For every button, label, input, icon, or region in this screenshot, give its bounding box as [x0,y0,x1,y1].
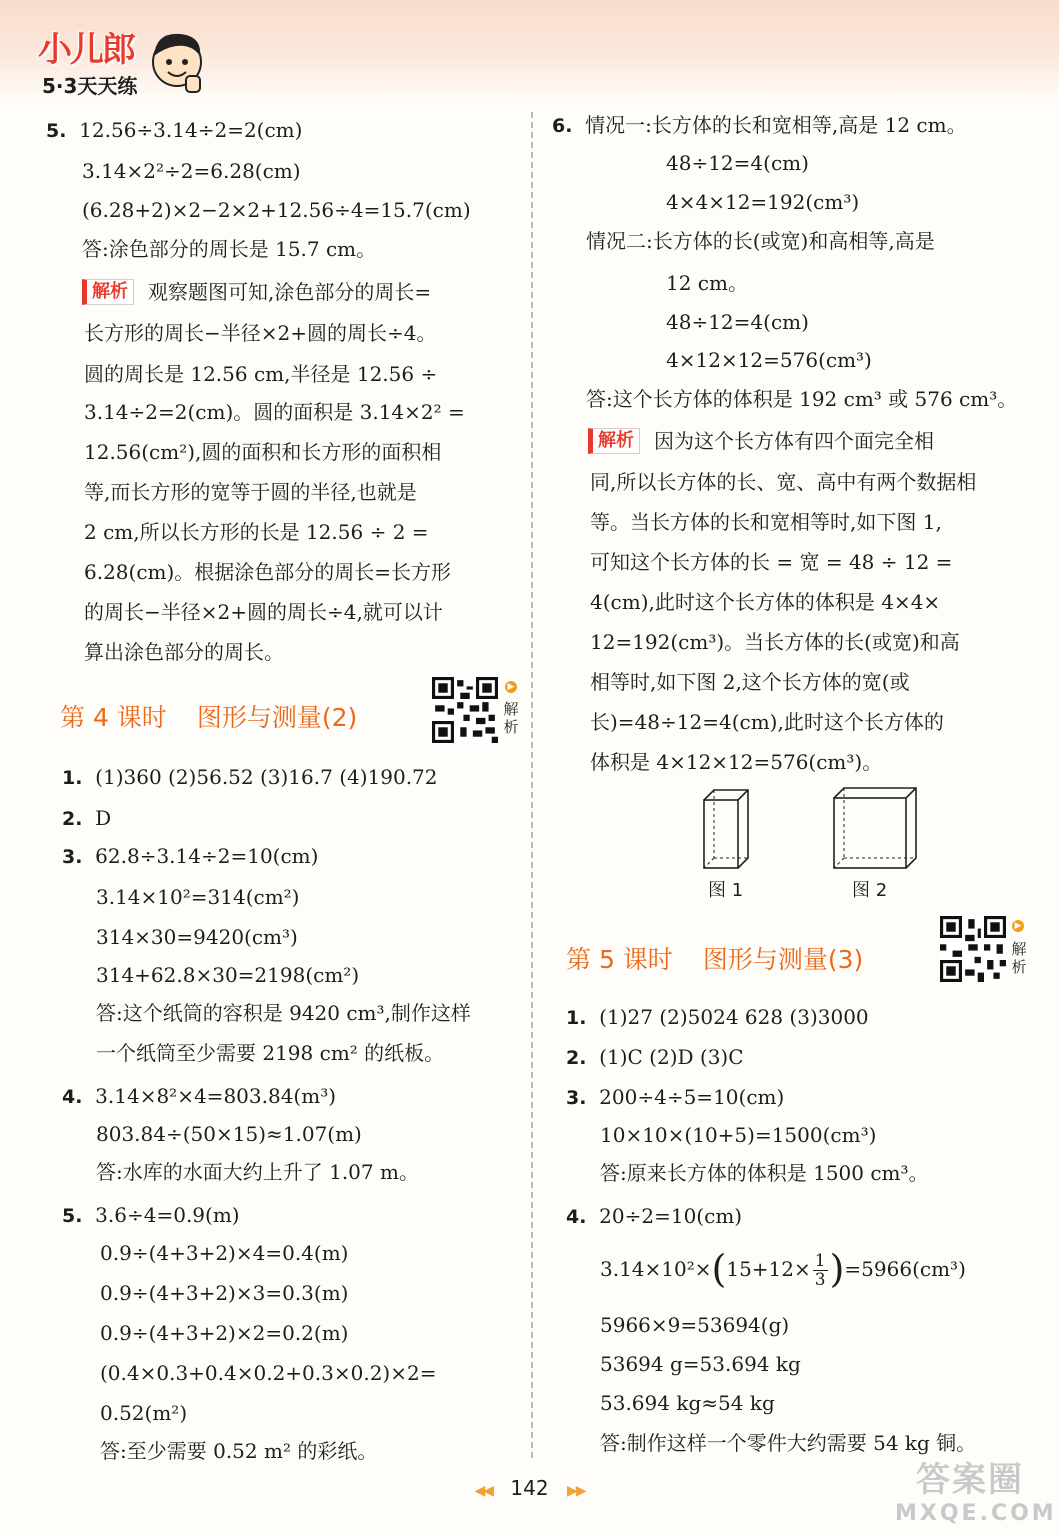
a3-line3: 314×30=9420(cm³) [96,925,298,949]
b4-line4: 53694 g=53.694 kg [600,1352,801,1376]
play-icon: ▶ [505,681,517,693]
a3-line1: 3. 62.8÷3.14÷2=10(cm) [62,844,319,868]
q6-line5: 12 cm。 [666,271,748,295]
q5-line1: 5. 12.56÷3.14÷2=2(cm) [46,118,303,142]
q6-analysis-line3: 等。当长方体的长和宽相等时,如下图 1, [590,510,942,534]
b3-line2: 10×10×(10+5)=1500(cm³) [600,1123,877,1147]
q6-analysis-line5: 4(cm),此时这个长方体的体积是 4×4× [590,590,941,614]
b4-line1: 4. 20÷2=10(cm) [566,1204,743,1228]
a3-answer2: 一个纸筒至少需要 2198 cm² 的纸板。 [96,1041,445,1065]
a4-line1: 4. 3.14×8²×4=803.84(m³) [62,1084,337,1108]
q6-analysis-line9: 体积是 4×12×12=576(cm³)。 [590,750,883,774]
b4-answer: 答:制作这样一个零件大约需要 54 kg 铜。 [600,1431,977,1455]
cuboid-figure-1 [702,788,750,870]
q6-line2: 48÷12=4(cm) [666,151,809,175]
a3-line2: 3.14×10²=314(cm²) [96,885,300,909]
cuboid-figure-2 [832,786,918,870]
a5-answer: 答:至少需要 0.52 m² 的彩纸。 [100,1439,378,1463]
b4-line5: 53.694 kg≈54 kg [600,1391,775,1415]
a2-line: 2. D [62,806,112,830]
a3-answer1: 答:这个纸筒的容积是 9420 cm³,制作这样 [96,1001,471,1025]
q6-answer: 答:这个长方体的体积是 192 cm³ 或 576 cm³。 [586,387,1018,411]
q5-analysis-line9: 的周长−半径×2+圆的周长÷4,就可以计 [84,600,443,624]
q5-line3: (6.28+2)×2−2×2+12.56÷4=15.7(cm) [82,198,471,222]
watermark: 答案圈 MXQE.COM [895,1460,1057,1526]
q6-analysis-line2: 同,所以长方体的长、宽、高中有两个数据相 [590,470,977,494]
q6-analysis-line8: 长)=48÷12=4(cm),此时这个长方体的 [590,710,944,734]
b4-line3: 5966×9=53694(g) [600,1313,790,1337]
qr-label: 解析 [1011,940,1027,976]
lesson4-heading: 第 4 课时 图形与测量(2) [60,703,358,732]
brand-logo [38,22,208,102]
b1-line: 1. (1)27 (2)5024 628 (3)3000 [566,1005,869,1029]
qr-label: 解析 [503,700,519,736]
logo-subtitle: 5·3天天练 [42,74,138,98]
mascot-icon [146,26,208,98]
b3-answer: 答:原来长方体的体积是 1500 cm³。 [600,1161,929,1185]
q5-answer: 答:涂色部分的周长是 15.7 cm。 [82,237,377,261]
lesson5-heading: 第 5 课时 图形与测量(3) [566,945,864,974]
figure-1-caption: 图 1 [708,880,744,901]
a5-line5: (0.4×0.3+0.4×0.2+0.3×0.2)×2= [100,1361,437,1385]
a5-line2: 0.9÷(4+3+2)×4=0.4(m) [100,1241,349,1265]
q5-analysis-line7: 2 cm,所以长方形的长是 12.56 ÷ 2 = [84,520,429,544]
q5-line2: 3.14×2²÷2=6.28(cm) [82,159,301,183]
a1-line: 1. (1)360 (2)56.52 (3)16.7 (4)190.72 [62,765,438,789]
q5-analysis-line1: 解析 观察题图可知,涂色部分的周长= [82,277,431,307]
a4-line2: 803.84÷(50×15)≈1.07(m) [96,1122,362,1146]
a5-line1: 5. 3.6÷4=0.9(m) [62,1203,240,1227]
q5-analysis-line2: 长方形的周长−半径×2+圆的周长÷4。 [84,321,437,345]
b3-line1: 3. 200÷4÷5=10(cm) [566,1085,785,1109]
q6-line1: 6. 情况一:长方体的长和宽相等,高是 12 cm。 [552,113,967,137]
figure-2-caption: 图 2 [852,880,888,901]
q6-line4: 情况二:长方体的长(或宽)和高相等,高是 [586,229,935,253]
prev-arrows-icon: ◀◀ [474,1483,493,1499]
q6-line6: 48÷12=4(cm) [666,310,809,334]
q5-analysis-line4: 3.14÷2=2(cm)。圆的面积是 3.14×2² = [84,400,465,424]
a4-answer: 答:水库的水面大约上升了 1.07 m。 [96,1160,419,1184]
column-divider [531,112,533,1458]
q6-analysis-line4: 可知这个长方体的长 = 宽 = 48 ÷ 12 = [590,550,953,574]
qr-code-icon[interactable] [432,677,498,743]
q5-analysis-line5: 12.56(cm²),圆的面积和长方形的面积相 [84,440,442,464]
q6-analysis-line1: 解析 因为这个长方体有四个面完全相 [588,426,934,456]
analysis-label: 解析 [588,428,640,454]
fraction: $\frac{1}{3}$ [814,1251,826,1290]
a5-line3: 0.9÷(4+3+2)×3=0.3(m) [100,1281,349,1305]
q5-analysis-line10: 算出涂色部分的周长。 [84,640,284,664]
q6-line3: 4×4×12=192(cm³) [666,190,860,214]
q6-analysis-line7: 相等时,如下图 2,这个长方体的宽(或 [590,670,910,694]
a5-line6: 0.52(m²) [100,1401,188,1425]
a5-line4: 0.9÷(4+3+2)×2=0.2(m) [100,1321,349,1345]
logo-title: 小儿郎 [38,30,134,70]
analysis-label: 解析 [82,279,134,305]
q6-analysis-line6: 12=192(cm³)。当长方体的长(或宽)和高 [590,630,960,654]
q6-line7: 4×12×12=576(cm³) [666,348,872,372]
q5-analysis-line6: 等,而长方形的宽等于圆的半径,也就是 [84,480,417,504]
b4-line2: 3.14×10²×(15+12× $\frac{1}{3}$ )=5966(cm³) [600,1247,966,1291]
q5-analysis-line3: 圆的周长是 12.56 cm,半径是 12.56 ÷ [84,362,438,386]
a3-line4: 314+62.8×30=2198(cm²) [96,963,360,987]
q5-analysis-line8: 6.28(cm)。根据涂色部分的周长=长方形 [84,560,452,584]
qr-code-icon[interactable] [940,916,1006,982]
page-number: 142 [510,1476,549,1500]
next-arrows-icon: ▶▶ [566,1483,585,1499]
play-icon: ▶ [1012,920,1024,932]
b2-line: 2. (1)C (2)D (3)C [566,1045,744,1069]
